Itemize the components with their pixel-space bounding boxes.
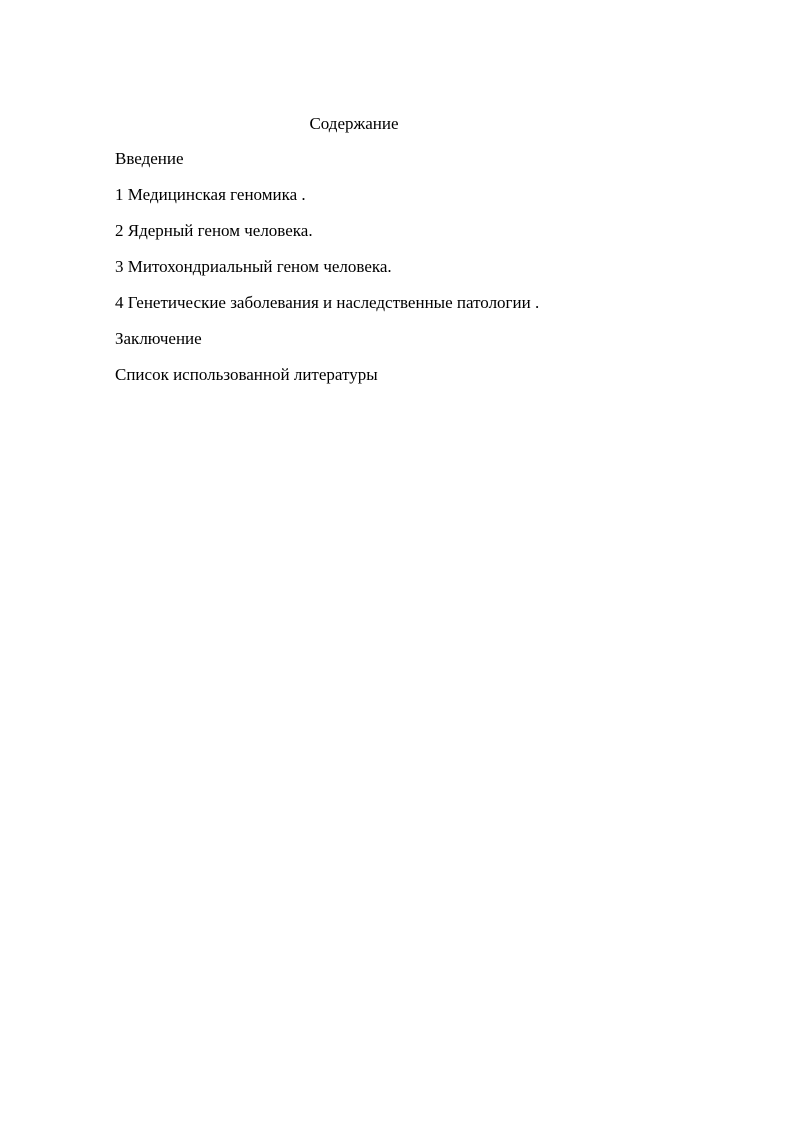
toc-item-conclusion: Заключение <box>115 329 202 348</box>
toc-item-introduction: Введение <box>115 149 184 168</box>
toc-item-medical-genomics: 1 Медицинская геномика . <box>115 185 306 204</box>
toc-item-genetic-diseases: 4 Генетические заболевания и наследственные патологии . <box>115 293 540 312</box>
table-of-contents <box>115 148 539 400</box>
page-title: Содержание <box>309 114 399 133</box>
toc-item-nuclear-genome: 2 Ядерный геном человека. <box>115 221 313 240</box>
toc-item-references: Список использованной литературы <box>115 365 378 384</box>
toc-item-mitochondrial-genome: 3 Митохондриальный геном человека. <box>115 257 392 276</box>
